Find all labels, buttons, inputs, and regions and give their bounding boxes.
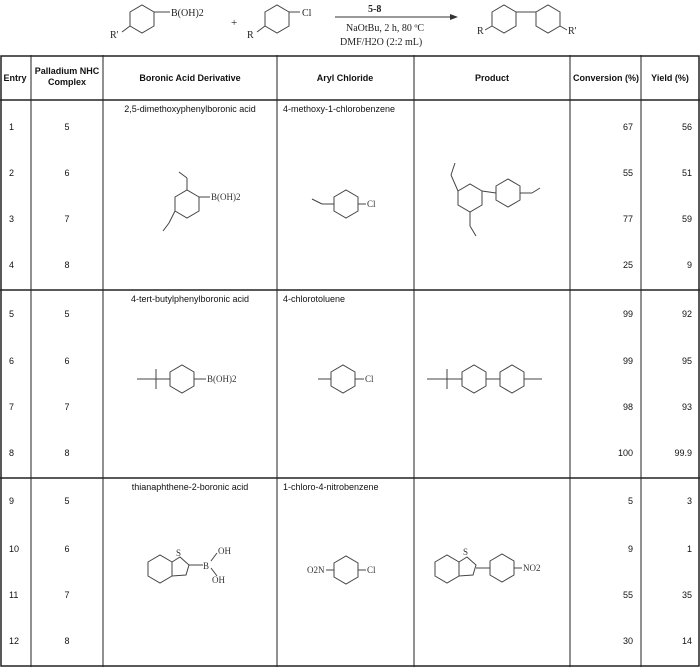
complex-cell: 5: [64, 496, 70, 506]
conversion-cell: 55: [622, 590, 633, 600]
boronic-acid-name: 4-tert-butylphenylboronic acid: [130, 294, 250, 304]
conversion-cell: 5: [627, 496, 633, 506]
reactant1-group: B(OH)2: [171, 8, 204, 19]
product-biaryl: [477, 5, 577, 37]
entry-cell: 10: [9, 544, 20, 554]
results-table: [0, 55, 700, 667]
yield-cell: 93: [681, 402, 692, 412]
label-boh2-2: B(OH)2: [207, 374, 237, 384]
yield-cell: 3: [686, 496, 692, 506]
table-grid: [0, 55, 700, 667]
conversion-cell: 25: [622, 260, 633, 270]
label-oh-bottom: OH: [212, 575, 225, 585]
yield-cell: 56: [681, 122, 692, 132]
structure-product-3: [435, 547, 541, 583]
label-o2n: O2N: [307, 565, 325, 575]
yield-cell: 59: [681, 214, 692, 224]
conditions-line-1: NaOtBu, 2 h, 80 ºC: [346, 23, 425, 34]
entry-cell: 6: [9, 356, 15, 366]
yield-cell: 1: [686, 544, 692, 554]
conditions-line-2: DMF/H2O (2:2 mL): [340, 37, 423, 48]
yield-cell: 9: [686, 260, 692, 270]
entry-cell: 12: [9, 636, 20, 646]
reaction-scheme: [0, 0, 700, 56]
entry-cell: 11: [9, 590, 19, 600]
complex-cell: 8: [64, 636, 70, 646]
complex-cell: 5: [64, 122, 70, 132]
structure-thianaphthene-boronic-acid: [148, 546, 231, 585]
structure-chlorotoluene: [318, 365, 374, 393]
header-cell: Conversion (%): [572, 73, 640, 83]
yield-cell: 99.9: [674, 448, 692, 458]
label-b: B: [203, 561, 210, 571]
label-s-2: S: [463, 547, 469, 557]
reactant1-substituent: R': [110, 30, 119, 41]
label-s: S: [176, 548, 182, 558]
table-body: [9, 104, 692, 646]
reactant-aryl-chloride: [247, 5, 312, 41]
reactant-boronic-acid: [110, 5, 204, 41]
complex-cell: 6: [64, 168, 70, 178]
structure-chloronitrobenzene: [307, 556, 376, 584]
entry-cell: 1: [9, 122, 15, 132]
label-oh-top: OH: [218, 546, 231, 556]
complex-cell: 6: [64, 356, 70, 366]
header-cell: Yield (%): [651, 73, 689, 83]
label-no2: NO2: [523, 563, 541, 573]
yield-cell: 92: [681, 309, 692, 319]
yield-cell: 51: [681, 168, 692, 178]
header-cell: Boronic Acid Derivative: [139, 73, 241, 83]
yield-cell: 14: [681, 636, 692, 646]
structure-product-1: [451, 163, 540, 236]
entry-cell: 7: [9, 402, 15, 412]
entry-cell: 3: [9, 214, 15, 224]
structure-methoxychlorobenzene: [312, 190, 376, 218]
entry-cell: 4: [9, 260, 15, 270]
structure-drawings: [137, 163, 542, 585]
complex-cell: 7: [64, 402, 70, 412]
entry-cell: 9: [9, 496, 15, 506]
product-substituent-left: R: [477, 26, 484, 37]
aryl-chloride-name: 4-chlorotoluene: [283, 294, 346, 304]
label-cl-3: Cl: [367, 565, 376, 575]
arrow-head-icon: [450, 14, 458, 20]
yield-cell: 95: [681, 356, 692, 366]
complex-cell: 6: [64, 544, 70, 554]
complex-cell: 5: [64, 309, 70, 319]
complex-cell: 8: [64, 260, 70, 270]
conversion-cell: 100: [617, 448, 633, 458]
catalyst-label: 5-8: [368, 4, 382, 15]
conversion-cell: 55: [622, 168, 633, 178]
complex-cell: 7: [64, 590, 70, 600]
yield-cell: 35: [681, 590, 692, 600]
product-substituent-right: R': [568, 26, 577, 37]
complex-cell: 8: [64, 448, 70, 458]
header-cell: Product: [474, 73, 510, 83]
structure-product-2: [427, 365, 542, 393]
label-cl: Cl: [367, 199, 376, 209]
boronic-acid-name: thianaphthene-2-boronic acid: [131, 482, 249, 492]
entry-cell: 8: [9, 448, 15, 458]
label-boh2: B(OH)2: [211, 192, 241, 202]
reactant2-substituent: R: [247, 30, 254, 41]
conversion-cell: 9: [627, 544, 633, 554]
table-header: [3, 66, 688, 87]
header-cell: Palladium NHC Complex: [34, 66, 100, 87]
entry-cell: 5: [9, 309, 15, 319]
conversion-cell: 98: [622, 402, 633, 412]
aryl-chloride-name: 4-methoxy-1-chlorobenzene: [283, 104, 396, 114]
conversion-cell: 99: [622, 356, 633, 366]
structure-dimethoxyphenylboronic-acid: [163, 172, 241, 231]
complex-cell: 7: [64, 214, 70, 224]
reactant2-group: Cl: [302, 8, 312, 19]
conversion-cell: 99: [622, 309, 633, 319]
boronic-acid-name: 2,5-dimethoxyphenylboronic acid: [124, 104, 256, 114]
structure-tert-butylphenylboronic-acid: [137, 365, 237, 393]
table-border: [1, 56, 699, 666]
conversion-cell: 77: [622, 214, 633, 224]
conversion-cell: 67: [622, 122, 633, 132]
header-cell: Entry: [3, 73, 27, 83]
conversion-cell: 30: [622, 636, 633, 646]
label-cl-2: Cl: [365, 374, 374, 384]
aryl-chloride-name: 1-chloro-4-nitrobenzene: [283, 482, 379, 492]
header-cell: Aryl Chloride: [316, 73, 374, 83]
entry-cell: 2: [9, 168, 15, 178]
plus-sign: +: [231, 17, 238, 29]
